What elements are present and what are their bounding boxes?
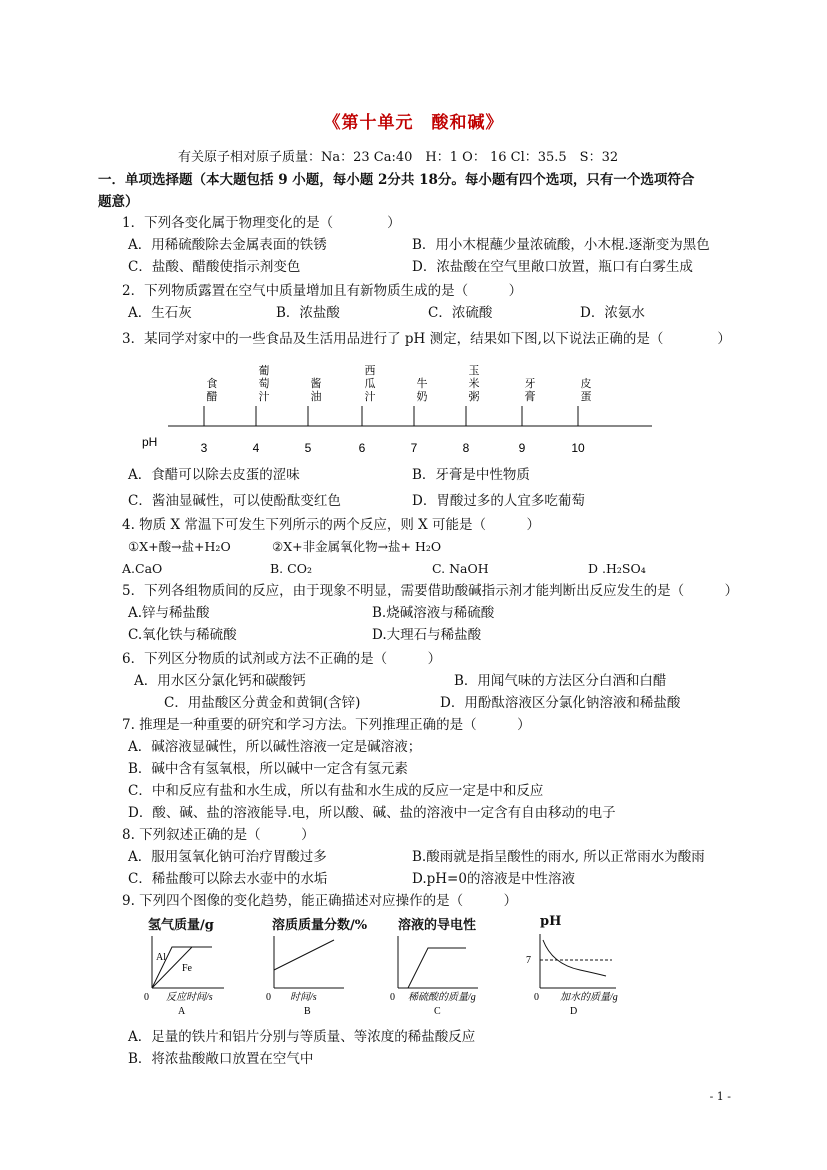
section-heading: 一．单项选择题（本大题包括 9 小题，每小题 2分共 18分。每小题有四个选项，只有一个选项符合 [98,172,695,188]
graph-d-origin: 0 [534,992,539,1003]
ph-item-label-char: 西 [364,364,376,377]
graph-b-line [274,940,334,970]
graph-c-letter: C [434,1006,441,1017]
q1-option-b: B．用小木棍蘸少量浓硫酸，小木棍.逐渐变为黑色 [412,237,710,253]
graph-b-letter: B [304,1006,311,1017]
ph-item-label-char: 瓜 [364,377,376,390]
q2-option-a: A．生石灰 [128,305,192,321]
ph-value: 3 [200,441,208,455]
q1-option-d: D．浓盐酸在空气里敞口放置，瓶口有白雾生成 [412,259,693,275]
page-number: - 1 - [709,1090,731,1103]
atomic-masses: 有关原子相对原子质量：Na：23 Ca:40 H：1 O： 16 Cl：35.5 S：32 [178,150,619,165]
graph-b-xlabel: 时间/s [290,992,317,1003]
ph-scale-diagram [0,350,827,460]
ph-values [201,441,585,455]
q3-stem: 3．某同学对家中的一些食品及生活用品进行了 pH 测定，结果如下图,以下说法正确的是（ ） [122,331,731,347]
ph-item-label-char: 牙 [524,377,536,390]
q2-option-c: C．浓硫酸 [428,305,493,321]
graph-b-origin: 0 [266,992,271,1003]
q3-option-a: A．食醋可以除去皮蛋的涩味 [128,467,300,483]
q3-option-b: B．牙膏是中性物质 [412,467,530,483]
q7-option-a: A．碱溶液显碱性，所以碱性溶液一定是碱溶液； [128,739,422,755]
graph-d-ylabel: pH [540,914,562,929]
ph-value: 9 [518,441,526,455]
ph-item-label-char: 膏 [524,390,536,403]
ph-item-label-char: 米 [468,377,480,390]
q7-option-c: C．中和反应有盐和水生成，所以有盐和水生成的反应一定是中和反应 [128,783,544,799]
q9-option-b: B．将浓盐酸敞口放置在空气中 [128,1051,314,1067]
q4-reaction-2: ②X+非金属氧化物→盐+ H₂O [272,539,442,554]
ph-item-label-char: 葡 [258,364,270,377]
ph-item-label-char: 奶 [416,390,428,403]
graph-a [144,936,224,1017]
graph-a-letter: A [178,1006,186,1017]
graph-a-xlabel: 反应时间/s [166,992,213,1003]
ph-axis-label: pH [142,435,158,449]
graph-d [526,934,618,1017]
ph-item-labels [207,363,592,403]
q2-stem: 2．下列物质露置在空气中质量增加且有新物质生成的是（ ） [122,283,523,299]
q6-stem: 6．下列区分物质的试剂或方法不正确的是（ ） [122,651,442,667]
page-title: 《第十单元 酸和碱》 [323,113,504,133]
q5-option-d: D.大理石与稀盐酸 [372,627,482,643]
ph-value: 5 [304,441,312,455]
ph-item-label-char: 皮 [580,377,592,390]
graph-c [390,936,478,1017]
q8-option-a: A．服用氢氧化钠可治疗胃酸过多 [128,849,327,865]
q5-option-b: B.烧碱溶液与稀硫酸 [372,605,495,621]
graph-c-ylabel: 溶液的导电性 [398,918,477,933]
q6-option-c: C．用盐酸区分黄金和黄铜(含锌) [164,695,361,711]
graph-d-ref-label: 7 [526,955,531,966]
ph-value: 10 [571,441,585,455]
q1-stem: 1．下列各变化属于物理变化的是（ ） [122,215,401,231]
graph-a-series-al: Al [156,952,166,963]
q4-stem: 4. 物质 X 常温下可发生下列所示的两个反应，则 X 可能是（ ） [122,517,541,533]
graph-b [266,936,344,1017]
q1-option-a: A．用稀硫酸除去金属表面的铁锈 [128,237,327,253]
q9-option-a: A．足量的铁片和铝片分别与等质量、等浓度的稀盐酸反应 [128,1029,476,1045]
q2-option-d: D．浓氨水 [580,305,645,321]
q9-graphs [0,930,827,1020]
graph-a-origin: 0 [144,992,149,1003]
q4-option-d: D .H₂SO₄ [588,561,646,576]
graph-c-origin: 0 [390,992,395,1003]
ph-item-label-char: 汁 [364,390,376,403]
ph-ticks [204,406,578,426]
q7-option-b: B．碱中含有氢氧根，所以碱中一定含有氢元素 [128,761,408,777]
graph-d-curve [543,940,606,976]
ph-item-label-char: 油 [310,390,322,403]
q8-option-c: C．稀盐酸可以除去水壶中的水垢 [128,871,328,887]
graph-d-letter: D [570,1006,578,1017]
graph-c-xlabel: 稀硫酸的质量/g [408,992,476,1003]
q6-option-b: B．用闻气味的方法区分白酒和白醋 [454,673,667,689]
q5-stem: 5．下列各组物质间的反应，由于现象不明显，需要借助酸碱指示剂才能判断出反应发生的是（ ） [122,583,739,599]
q5-option-c: C.氧化铁与稀硫酸 [128,627,237,643]
ph-value: 6 [358,441,366,455]
q5-option-a: A.锌与稀盐酸 [128,605,210,621]
ph-item-label-char: 玉 [468,364,480,377]
q9-stem: 9. 下列四个图像的变化趋势，能正确描述对应操作的是（ ） [122,893,518,909]
q7-option-d: D．酸、碱、盐的溶液能导.电，所以酸、碱、盐的溶液中一定含有自由移动的电子 [128,805,616,821]
graph-a-ylabel: 氢气质量/g [148,918,214,933]
q4-option-a: A.CaO [122,561,163,576]
q6-option-a: A．用水区分氯化钙和碳酸钙 [134,673,306,689]
q8-option-b: B.酸雨就是指呈酸性的雨水, 所以正常雨水为酸雨 [412,849,705,865]
graph-d-xlabel: 加水的质量/g [560,992,618,1003]
ph-item-label-char: 萄 [258,377,270,390]
ph-item-label-char: 蛋 [580,390,592,403]
section-heading-cont: 题意） [98,194,139,210]
q2-option-b: B．浓盐酸 [276,305,340,321]
ph-value: 7 [410,441,418,455]
ph-item-label-char: 汁 [258,390,270,403]
q3-option-c: C．酱油显碱性，可以使酚酞变红色 [128,493,341,509]
q8-option-d: D.pH=0的溶液是中性溶液 [412,871,575,887]
ph-value: 4 [252,441,260,455]
q3-option-d: D．胃酸过多的人宜多吃葡萄 [412,493,585,509]
ph-item-label-char: 酱 [310,377,322,390]
q7-stem: 7. 推理是一种重要的研究和学习方法。下列推理正确的是（ ） [122,717,531,733]
q4-option-c: C. NaOH [432,561,489,576]
q4-option-b: B. CO₂ [270,561,312,576]
ph-item-label-char: 牛 [416,377,428,390]
graph-c-line [408,948,466,988]
q6-option-d: D．用酚酞溶液区分氯化钠溶液和稀盐酸 [440,695,681,711]
q1-option-c: C．盐酸、醋酸使指示剂变色 [128,259,301,275]
ph-item-label-char: 食 [206,377,218,390]
graph-a-series-fe: Fe [182,963,192,974]
q8-stem: 8. 下列叙述正确的是（ ） [122,827,315,843]
q4-reaction-1: ①X+酸→盐+H₂O [128,539,231,554]
ph-value: 8 [462,441,470,455]
ph-item-label-char: 醋 [206,390,218,403]
graph-b-ylabel: 溶质质量分数/% [272,918,368,933]
ph-item-label-char: 粥 [468,390,480,403]
